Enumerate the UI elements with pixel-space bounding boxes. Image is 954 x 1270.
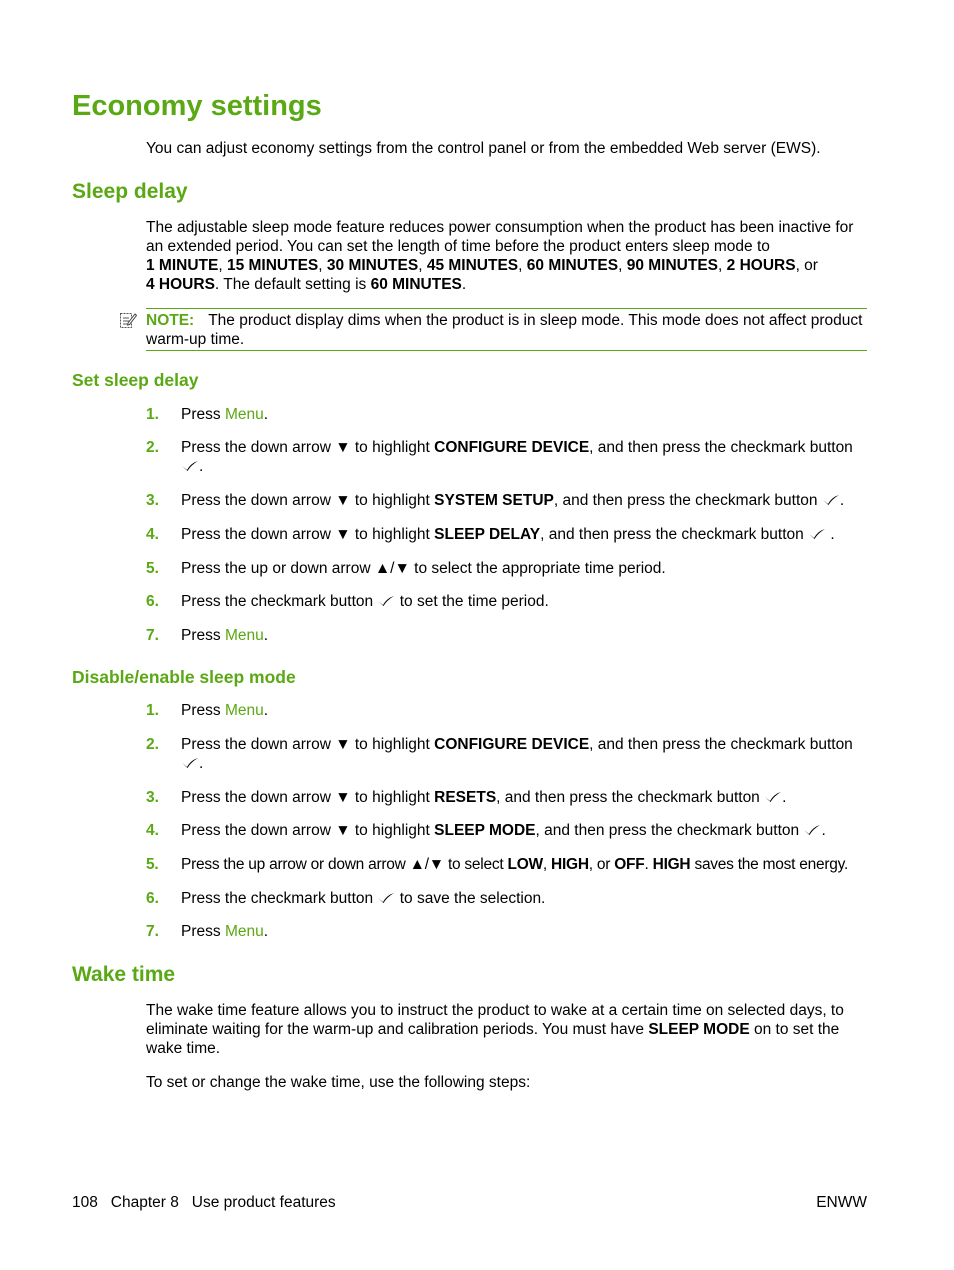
- step-number: 6.: [146, 593, 159, 610]
- menu-item-name: CONFIGURE DEVICE: [434, 736, 590, 753]
- page-footer-right: ENWW: [816, 1194, 867, 1211]
- step-text-end: .: [199, 755, 204, 772]
- menu-item-name: SYSTEM SETUP: [434, 492, 554, 509]
- step-text: Press the down arrow ▼ to highlight: [181, 822, 430, 839]
- note-pencil-icon: [119, 311, 137, 329]
- wake-time-text-end: on to set the wake time.: [146, 1021, 840, 1057]
- step-text: , and then press the checkmark button: [553, 492, 818, 509]
- list-item: [146, 788, 868, 807]
- disable-enable-heading: Disable/enable sleep mode: [72, 667, 296, 687]
- step-text-end: .: [782, 789, 787, 806]
- step-text: Press: [181, 406, 221, 423]
- checkmark-icon: [808, 528, 826, 540]
- sleep-mode-label: SLEEP MODE: [648, 1021, 750, 1038]
- step-number: 6.: [146, 890, 159, 907]
- checkmark-icon: [377, 892, 395, 904]
- list-item: [146, 559, 868, 578]
- step-text: , and then press the checkmark button: [540, 526, 804, 543]
- separator: .: [644, 856, 649, 873]
- default-value: 60 MINUTES: [370, 276, 462, 293]
- list-item: [146, 889, 868, 908]
- step-text-end: .: [263, 923, 269, 940]
- step-text: , and then press the checkmark button: [535, 822, 800, 839]
- list-item: [146, 701, 868, 720]
- step-text: Press the down arrow ▼ to highlight: [181, 526, 430, 543]
- step-text: Press the down arrow ▼ to highlight: [181, 439, 430, 456]
- step-text-end: .: [830, 526, 835, 543]
- separator: ,: [318, 257, 323, 274]
- option-4-hours: 4 HOURS: [146, 276, 215, 293]
- step-text: Press: [181, 702, 221, 719]
- option-off: OFF: [614, 856, 645, 873]
- checkmark-icon: [181, 757, 199, 769]
- list-item: [146, 491, 868, 510]
- note-box: [146, 308, 867, 351]
- option-1-minute: 1 MINUTE: [146, 257, 219, 274]
- menu-item-name: SLEEP MODE: [434, 822, 536, 839]
- step-text: Press the down arrow ▼ to highlight: [181, 736, 430, 753]
- step-number: 2.: [146, 439, 159, 456]
- step-number: 1.: [146, 702, 159, 719]
- separator: ,: [542, 856, 547, 873]
- checkmark-icon: [822, 494, 840, 506]
- separator: ,: [518, 257, 523, 274]
- step-text: Press: [181, 627, 221, 644]
- list-item: [146, 405, 868, 424]
- step-text: to set the time period.: [399, 593, 549, 610]
- page-footer-left: [72, 1193, 336, 1212]
- menu-item-name: RESETS: [434, 789, 497, 806]
- menu-button-label: Menu: [224, 627, 264, 644]
- step-number: 7.: [146, 923, 159, 940]
- option-90-minutes: 90 MINUTES: [626, 257, 719, 274]
- list-item: [146, 735, 868, 773]
- option-low: LOW: [507, 856, 543, 873]
- list-item: [146, 438, 868, 476]
- note-label: NOTE:: [146, 312, 195, 329]
- checkmark-icon: [377, 595, 395, 607]
- separator-or: , or: [795, 257, 818, 274]
- option-45-minutes: 45 MINUTES: [426, 257, 519, 274]
- separator: ,: [418, 257, 423, 274]
- wake-time-text: The wake time feature allows you to instruct the product to wake at a certain time on selected days, to eliminate waiting for the warm-up and calibration periods. You must have: [146, 1002, 844, 1038]
- page-title: Economy settings: [72, 90, 322, 122]
- default-suffix: .: [461, 276, 467, 293]
- menu-item-name: SLEEP DELAY: [434, 526, 541, 543]
- step-text: , and then press the checkmark button: [496, 789, 760, 806]
- wake-time-paragraph: [146, 1001, 868, 1058]
- list-item: [146, 592, 868, 611]
- sleep-delay-paragraph: [146, 218, 868, 294]
- step-text: Press the up or down arrow ▲/▼ to select the appropriate time period.: [181, 560, 666, 577]
- separator: ,: [618, 257, 623, 274]
- menu-button-label: Menu: [224, 923, 264, 940]
- step-text-end: .: [263, 406, 269, 423]
- list-item: [146, 922, 868, 941]
- step-number: 5.: [146, 856, 159, 873]
- step-text-end: .: [263, 627, 269, 644]
- page-number: 108: [72, 1194, 98, 1211]
- step-number: 5.: [146, 560, 159, 577]
- step-number: 3.: [146, 789, 159, 806]
- step-number: 4.: [146, 526, 159, 543]
- list-item: [146, 525, 868, 544]
- step-number: 4.: [146, 822, 159, 839]
- checkmark-icon: [803, 824, 821, 836]
- option-2-hours: 2 HOURS: [726, 257, 796, 274]
- option-high: HIGH: [551, 856, 589, 873]
- separator: ,: [718, 257, 723, 274]
- step-text: saves the most energy.: [694, 856, 849, 873]
- sleep-delay-text: The adjustable sleep mode feature reduces power consumption when the product has been inactive for an extended period. You can set the length of time before the product enters sleep mode to: [146, 219, 854, 255]
- step-text: Press the down arrow ▼ to highlight: [181, 789, 430, 806]
- checkmark-icon: [181, 460, 199, 472]
- step-text: Press the checkmark button: [181, 593, 374, 610]
- set-sleep-delay-heading: Set sleep delay: [72, 370, 199, 390]
- step-text: Press the down arrow ▼ to highlight: [181, 492, 430, 509]
- step-text-end: .: [263, 702, 269, 719]
- step-text-end: .: [839, 492, 845, 509]
- step-text: Press the up arrow or down arrow ▲/▼ to select: [181, 856, 504, 873]
- step-text: Press the checkmark button: [181, 890, 374, 907]
- step-text: , and then press the checkmark button: [589, 439, 853, 456]
- option-high: HIGH: [652, 856, 691, 873]
- list-item: [146, 821, 868, 840]
- intro-paragraph: You can adjust economy settings from the control panel or from the embedded Web server (EWS).: [146, 140, 821, 157]
- wake-time-steps-intro: To set or change the wake time, use the following steps:: [146, 1074, 531, 1091]
- step-text-end: .: [199, 458, 204, 475]
- step-text: to save the selection.: [399, 890, 546, 907]
- option-60-minutes: 60 MINUTES: [526, 257, 619, 274]
- note-text: The product display dims when the product is in sleep mode. This mode does not affect product warm-up time.: [146, 312, 863, 348]
- menu-button-label: Menu: [224, 702, 264, 719]
- step-number: 7.: [146, 627, 159, 644]
- default-prefix: . The default setting is: [214, 276, 367, 293]
- step-number: 3.: [146, 492, 159, 509]
- step-number: 1.: [146, 406, 159, 423]
- sleep-delay-heading: Sleep delay: [72, 180, 188, 203]
- menu-button-label: Menu: [224, 406, 264, 423]
- section-label: Use product features: [191, 1194, 336, 1211]
- option-15-minutes: 15 MINUTES: [226, 257, 319, 274]
- step-text-end: .: [821, 822, 826, 839]
- checkmark-icon: [764, 791, 782, 803]
- separator: , or: [588, 856, 611, 873]
- step-text: Press: [181, 923, 221, 940]
- chapter-label: Chapter 8: [110, 1194, 179, 1211]
- menu-item-name: CONFIGURE DEVICE: [434, 439, 590, 456]
- step-number: 2.: [146, 736, 159, 753]
- wake-time-heading: Wake time: [72, 963, 176, 986]
- list-item: [146, 855, 868, 874]
- list-item: [146, 626, 868, 645]
- option-30-minutes: 30 MINUTES: [326, 257, 419, 274]
- separator: ,: [218, 257, 223, 274]
- step-text: , and then press the checkmark button: [589, 736, 853, 753]
